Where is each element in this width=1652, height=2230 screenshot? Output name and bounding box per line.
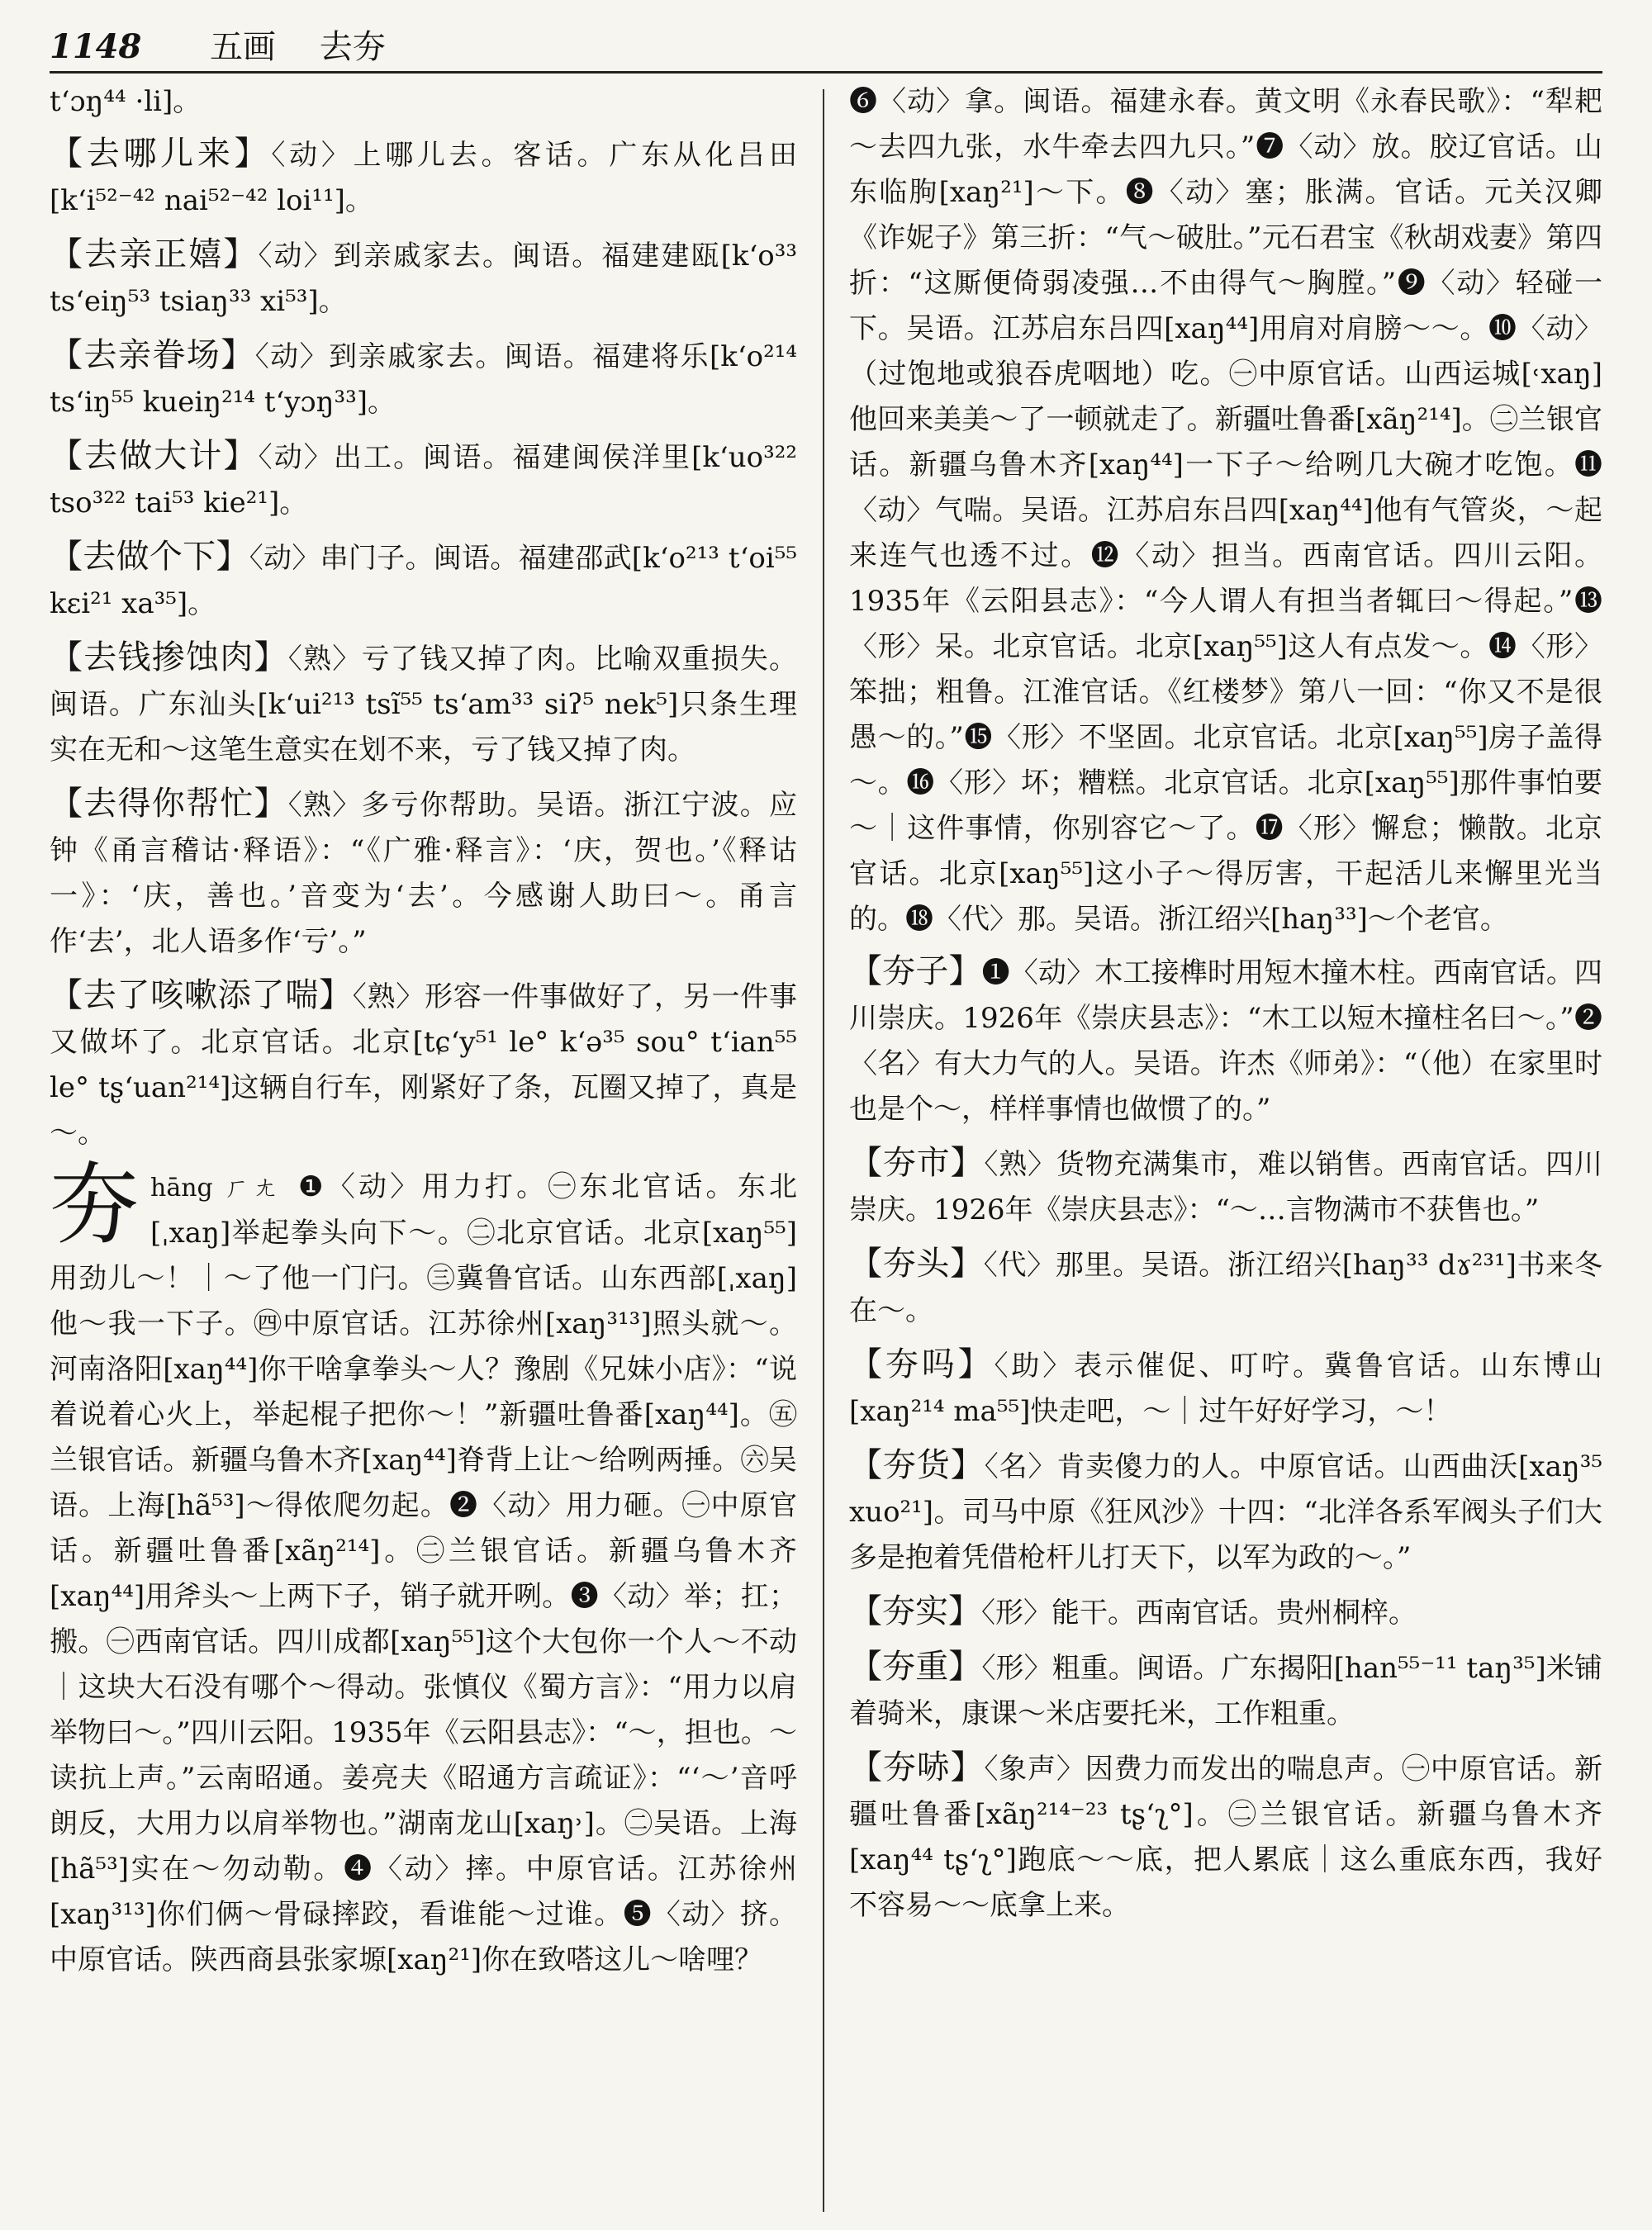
- main-headword-pinyin: hāng ㄏㄤ: [150, 1174, 281, 1203]
- entry-headword: 【去做大计】: [50, 437, 259, 475]
- entry-definition: 〈熟〉形容一件事做好了，另一件事又做坏了。北京官话。北京[tɕ‘y⁵¹ le° k‘ə³⁵ sou° t‘ian⁵⁵ le° tʂ‘uan²¹⁴]这辆自行车，刚紧好了条，瓦圈又掉了，真是～。: [50, 980, 797, 1150]
- dictionary-entry: [849, 1745, 1602, 1929]
- entry-headword: 【夯头】: [849, 1245, 984, 1283]
- entry-headword: 【去哪儿来】: [50, 135, 272, 173]
- entry-definition: 〈动〉到亲戚家去。闽语。福建建瓯[k‘o³³ ts‘eiŋ⁵³ tsiaŋ³³ xi⁵³]。: [50, 240, 797, 318]
- entry-continuation: ❻〈动〉拿。闽语。福建永春。黄文明《永春民歌》：“犁耙～去四九张，水牛牵去四九只。”❼〈动〉放。胶辽官话。山东临朐[xaŋ²¹]～下。❽〈动〉塞；胀满。官话。元关汉卿《诈妮子》第三折：“气～破肚。”元石君宝《秋胡戏妻》第四折：“这厮便倚弱凌强…不由得气～胸膛。”❾〈动〉轻碰一下。吴语。江苏启东吕四[xaŋ⁴⁴]用肩对肩膀～～。❿〈动〉（过饱地或狼吞虎咽地）吃。㊀中原官话。山西运城[˓xaŋ]他回来美美～了一顿就走了。新疆吐鲁番[xãŋ²¹⁴]。㊁兰银官话。新疆乌鲁木齐[xaŋ⁴⁴]一下子～给咧几大碗才吃饱。⓫〈动〉气喘。吴语。江苏启东吕四[xaŋ⁴⁴]他有气管炎，～起来连气也透不过。⓬〈动〉担当。西南官话。四川云阳。1935年《云阳县志》：“今人谓人有担当者辄曰～得起。”⓭〈形〉呆。北京官话。北京[xaŋ⁵⁵]这人有点发～。⓮〈形〉笨拙；粗鲁。江淮官话。《红楼梦》第八一回：“你又不是很愚～的。”⓯〈形〉不坚固。北京官话。北京[xaŋ⁵⁵]房子盖得～。⓰〈形〉坏；糟糕。北京官话。北京[xaŋ⁵⁵]那件事怕要～｜这件事情，你别容它～了。⓱〈形〉懈怠；懒散。北京官话。北京[xaŋ⁵⁵]这小子～得厉害，干起活儿来懈里光当的。⓲〈代〉那。吴语。浙江绍兴[haŋ³³]～个老官。: [849, 85, 1602, 936]
- page-number: 1148: [50, 27, 142, 66]
- entry-headword: 【夯重】: [849, 1648, 982, 1686]
- main-headword-definition: ❶〈动〉用力打。㊀东北官话。东北[ˌxaŋ]举起拳头向下～。㊁北京官话。北京[xaŋ⁵⁵]用劲儿～！｜～了他一门闩。㊂冀鲁官话。山东西部[ˌxaŋ]他～我一下子。㊃中原官话。江苏徐州[xaŋ³¹³]照头就～。河南洛阳[xaŋ⁴⁴]你干啥拿拳头～人？豫剧《兄妹小店》：“说着说着心火上，举起棍子把你～！”新疆吐鲁番[xaŋ⁴⁴]。㊄兰银官话。新疆乌鲁木齐[xaŋ⁴⁴]脊背上让～给咧两捶。㊅吴语。上海[hã⁵³]～得侬爬勿起。❷〈动〉用力砸。㊀中原官话。新疆吐鲁番[xãŋ²¹⁴]。㊁兰银官话。新疆乌鲁木齐[xaŋ⁴⁴]用斧头～上两下子，销子就开咧。❸〈动〉举；扛；搬。㊀西南官话。四川成都[xaŋ⁵⁵]这个大包你一个人～不动｜这块大石没有哪个～得动。张慎仪《蜀方言》：“用力以肩举物曰～。”四川云阳。1935年《云阳县志》：“～，担也。～读抗上声。”云南昭通。姜亮夫《昭通方言疏证》：“‘～’音呼朗反，大用力以肩举物也。”湖南龙山[xaŋ˒]。㊁吴语。上海[hã⁵³]实在～勿动勒。❹〈动〉摔。中原官话。江苏徐州[xaŋ³¹³]你们俩～骨碌摔跤，看谁能～过谁。❺〈动〉挤。中原官话。陕西商县张家塬[xaŋ²¹]你在致嗒这儿～啥哩？: [50, 1170, 797, 1976]
- entry-headword: 【夯货】: [849, 1446, 985, 1484]
- header-rule: [50, 71, 1602, 74]
- entry-definition: 〈熟〉多亏你帮助。吴语。浙江宁波。应钟《甬言稽诂·释语》：“《广雅·释言》：‘庆，贺也。’《释诂一》：‘庆，善也。’音变为‘去’。今感谢人助曰～。甬言作‘去’，北人语多作‘亏’。”: [50, 789, 797, 958]
- entry-definition: 〈名〉肯卖傻力的人。中原官话。山西曲沃[xaŋ³⁵ xuo²¹]。司马中原《狂风沙》十四：“北洋各系军阀头子们大多是抱着凭借枪杆儿打天下，以军为政的～。”: [849, 1450, 1602, 1574]
- entry-headword: 【去做个下】: [50, 538, 249, 576]
- entry-headword: 【夯哧】: [849, 1748, 985, 1786]
- dictionary-entry: [50, 232, 797, 325]
- dictionary-entry: [50, 635, 797, 773]
- dictionary-entry: [849, 1342, 1602, 1435]
- entry-definition: 〈形〉能干。西南官话。贵州桐梓。: [981, 1597, 1417, 1630]
- dictionary-entry: [50, 973, 797, 1156]
- dictionary-entry: [849, 1589, 1602, 1636]
- entry-headword: 【去亲眷场】: [50, 336, 255, 374]
- entry-definition: 〈象声〉因费力而发出的喘息声。㊀中原官话。新疆吐鲁番[xãŋ²¹⁴⁻²³ tʂ‘ʅ°]。㊁兰银官话。新疆乌鲁木齐[xaŋ⁴⁴ tʂ‘ʅ°]跑底～～底，把人累底｜这么重底东西，我好不容易～～底拿上来。: [849, 1753, 1602, 1922]
- entry-definition: 〈动〉到亲戚家去。闽语。福建将乐[k‘o²¹⁴ ts‘iŋ⁵⁵ kueiŋ²¹⁴ t‘yɔŋ³³]。: [50, 340, 797, 419]
- entry-headword: 【去了咳嗽添了喘】: [50, 976, 353, 1014]
- stroke-section: 五画: [210, 28, 277, 66]
- entry-headword: 【夯市】: [849, 1144, 985, 1182]
- dictionary-entry: [50, 434, 797, 526]
- dictionary-entry: [50, 333, 797, 425]
- entry-definition: 〈动〉串门子。闽语。福建邵武[k‘o²¹³ t‘oi⁵⁵ kɛi²¹ xa³⁵]。: [50, 542, 797, 620]
- entry-definition: 〈动〉出工。闽语。福建闽侯洋里[k‘uo³²² tso³²² tai⁵³ kie²¹]。: [50, 441, 797, 520]
- entry-definition: 〈动〉上哪儿去。客话。广东从化吕田[k‘i⁵²⁻⁴² nai⁵²⁻⁴² loi¹¹]。: [50, 139, 797, 217]
- entry-definition: 〈代〉那里。吴语。浙江绍兴[haŋ³³ dɤ²³¹]书来冬在～。: [849, 1249, 1602, 1327]
- dictionary-entry: [849, 1443, 1602, 1581]
- dictionary-entry: [50, 781, 797, 965]
- column-divider: [823, 89, 824, 2212]
- main-headword-character: 夯: [50, 1154, 140, 1257]
- entry-definition: 〈熟〉货物充满集市，难以销售。西南官话。四川崇庆。1926年《崇庆县志》：“～…言物满市不获售也。”: [849, 1148, 1602, 1226]
- entry-headword: 【去亲正嬉】: [50, 235, 259, 273]
- dictionary-entry: [50, 131, 797, 224]
- page-header: [50, 23, 1602, 71]
- entry-definition: 〈形〉粗重。闽语。广东揭阳[han⁵⁵⁻¹¹ taŋ³⁵]米铺着骑米，康课～米店要托米，工作粗重。: [849, 1652, 1602, 1730]
- main-character-entry: [50, 1154, 797, 1983]
- entry-headword: 【去钱掺蚀肉】: [50, 638, 288, 676]
- entry-definition: 〈熟〉亏了钱又掉了肉。比喻双重损失。闽语。广东汕头[k‘ui²¹³ tsĩ⁵⁵ ts‘am³³ siʔ⁵ nek⁵]只条生理实在无和～这笔生意实在划不来，亏了钱又掉了肉。: [50, 643, 797, 766]
- right-column: [849, 79, 1602, 2218]
- left-column: [50, 79, 797, 2218]
- dictionary-entry: [849, 949, 1602, 1132]
- entry-definition: 〈助〉表示催促、叮咛。冀鲁官话。山东博山[xaŋ²¹⁴ ma⁵⁵]快走吧，～｜过午好好学习，～！: [849, 1350, 1602, 1428]
- dictionary-entry: [849, 1141, 1602, 1233]
- dictionary-entry: [849, 1644, 1602, 1737]
- entry-headword: 【去得你帮忙】: [50, 785, 288, 823]
- entry-headword: 【夯吗】: [849, 1345, 995, 1383]
- dictionary-entry: [50, 534, 797, 627]
- entry-continuation: t‘ɔŋ⁴⁴ ·li]。: [50, 85, 202, 118]
- entry-headword: 【夯子】: [849, 952, 982, 990]
- entry-definition: ❶〈动〉木工接榫时用短木撞木柱。西南官话。四川崇庆。1926年《崇庆县志》：“木工以短木撞柱名曰～。”❷〈名〉有大力气的人。吴语。许杰《师弟》：“（他）在家里时也是个～，样样事情也做惯了的。”: [849, 956, 1602, 1126]
- running-characters: 去夯: [319, 28, 386, 66]
- dictionary-entry: [849, 1241, 1602, 1334]
- entry-headword: 【夯实】: [849, 1592, 981, 1630]
